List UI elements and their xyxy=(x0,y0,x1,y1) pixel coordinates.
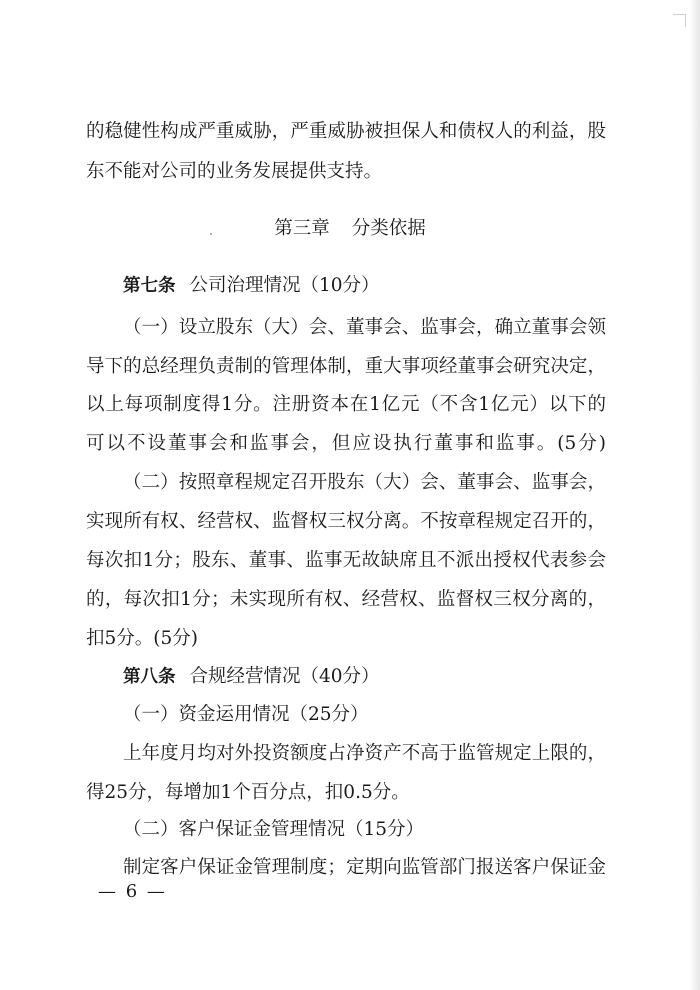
article-7-label: 第七条 xyxy=(123,276,176,296)
article-7-item-1-line-1: （一）设立股东（大）会、董事会、监事会，确立董事会领 xyxy=(123,317,606,338)
article-8-label: 第八条 xyxy=(123,667,176,687)
article-7-item-1-line-4: 可以不设董事会和监事会，但应设执行董事和监事。(5分) xyxy=(86,433,606,454)
article-8-item-1-line-2: 得25分，每增加1个百分点，扣0.5分。 xyxy=(86,782,410,803)
article-8-title: 合规经营情况（40分） xyxy=(189,666,380,687)
article-7-item-2-line-3: 每次扣1分；股东、董事、监事无故缺席且不派出授权代表参会 xyxy=(86,550,606,571)
chapter-heading xyxy=(0,217,700,241)
article-8-item-1-line-1: 上年度月均对外投资额度占净资产不高于监管规定上限的， xyxy=(123,743,606,764)
page-edge-shadow xyxy=(690,0,700,990)
article-7-item-2-line-5: 扣5分。(5分) xyxy=(86,628,198,649)
article-8-item-2-line-1: 制定客户保证金管理制度；定期向监管部门报送客户保证金 xyxy=(123,857,606,878)
article-7-item-2-line-4: 的，每次扣1分；未实现所有权、经营权、监督权三权分离的， xyxy=(86,589,606,610)
article-7-heading xyxy=(123,274,606,298)
article-8-heading xyxy=(123,665,606,689)
scan-corner-mark xyxy=(673,14,686,27)
article-7-item-1-line-2: 导下的总经理负责制的管理体制，重大事项经董事会研究决定， xyxy=(86,356,606,377)
chapter-title: 分类依据 xyxy=(351,218,426,239)
intro-line-1: 的稳健性构成严重威胁，严重威胁被担保人和债权人的利益，股 xyxy=(86,121,606,142)
intro-line-2: 东不能对公司的业务发展提供支持。 xyxy=(86,161,383,182)
article-7-title: 公司治理情况（10分） xyxy=(189,275,380,296)
article-7-item-1-line-3: 以上每项制度得1分。注册资本在1亿元（不含1亿元）以下的 xyxy=(86,394,606,415)
article-7-item-2-line-1: （二）按照章程规定召开股东（大）会、董事会、监事会， xyxy=(123,472,606,493)
article-8-item-2-title: （二）客户保证金管理情况（15分） xyxy=(123,819,425,840)
article-8-item-1-title: （一）资金运用情况（25分） xyxy=(123,704,369,725)
page-number: — 6 — xyxy=(98,881,167,902)
chapter-number: 第三章 xyxy=(274,218,330,239)
article-7-item-2-line-2: 实现所有权、经营权、监督权三权分离。不按章程规定召开的， xyxy=(86,511,606,532)
